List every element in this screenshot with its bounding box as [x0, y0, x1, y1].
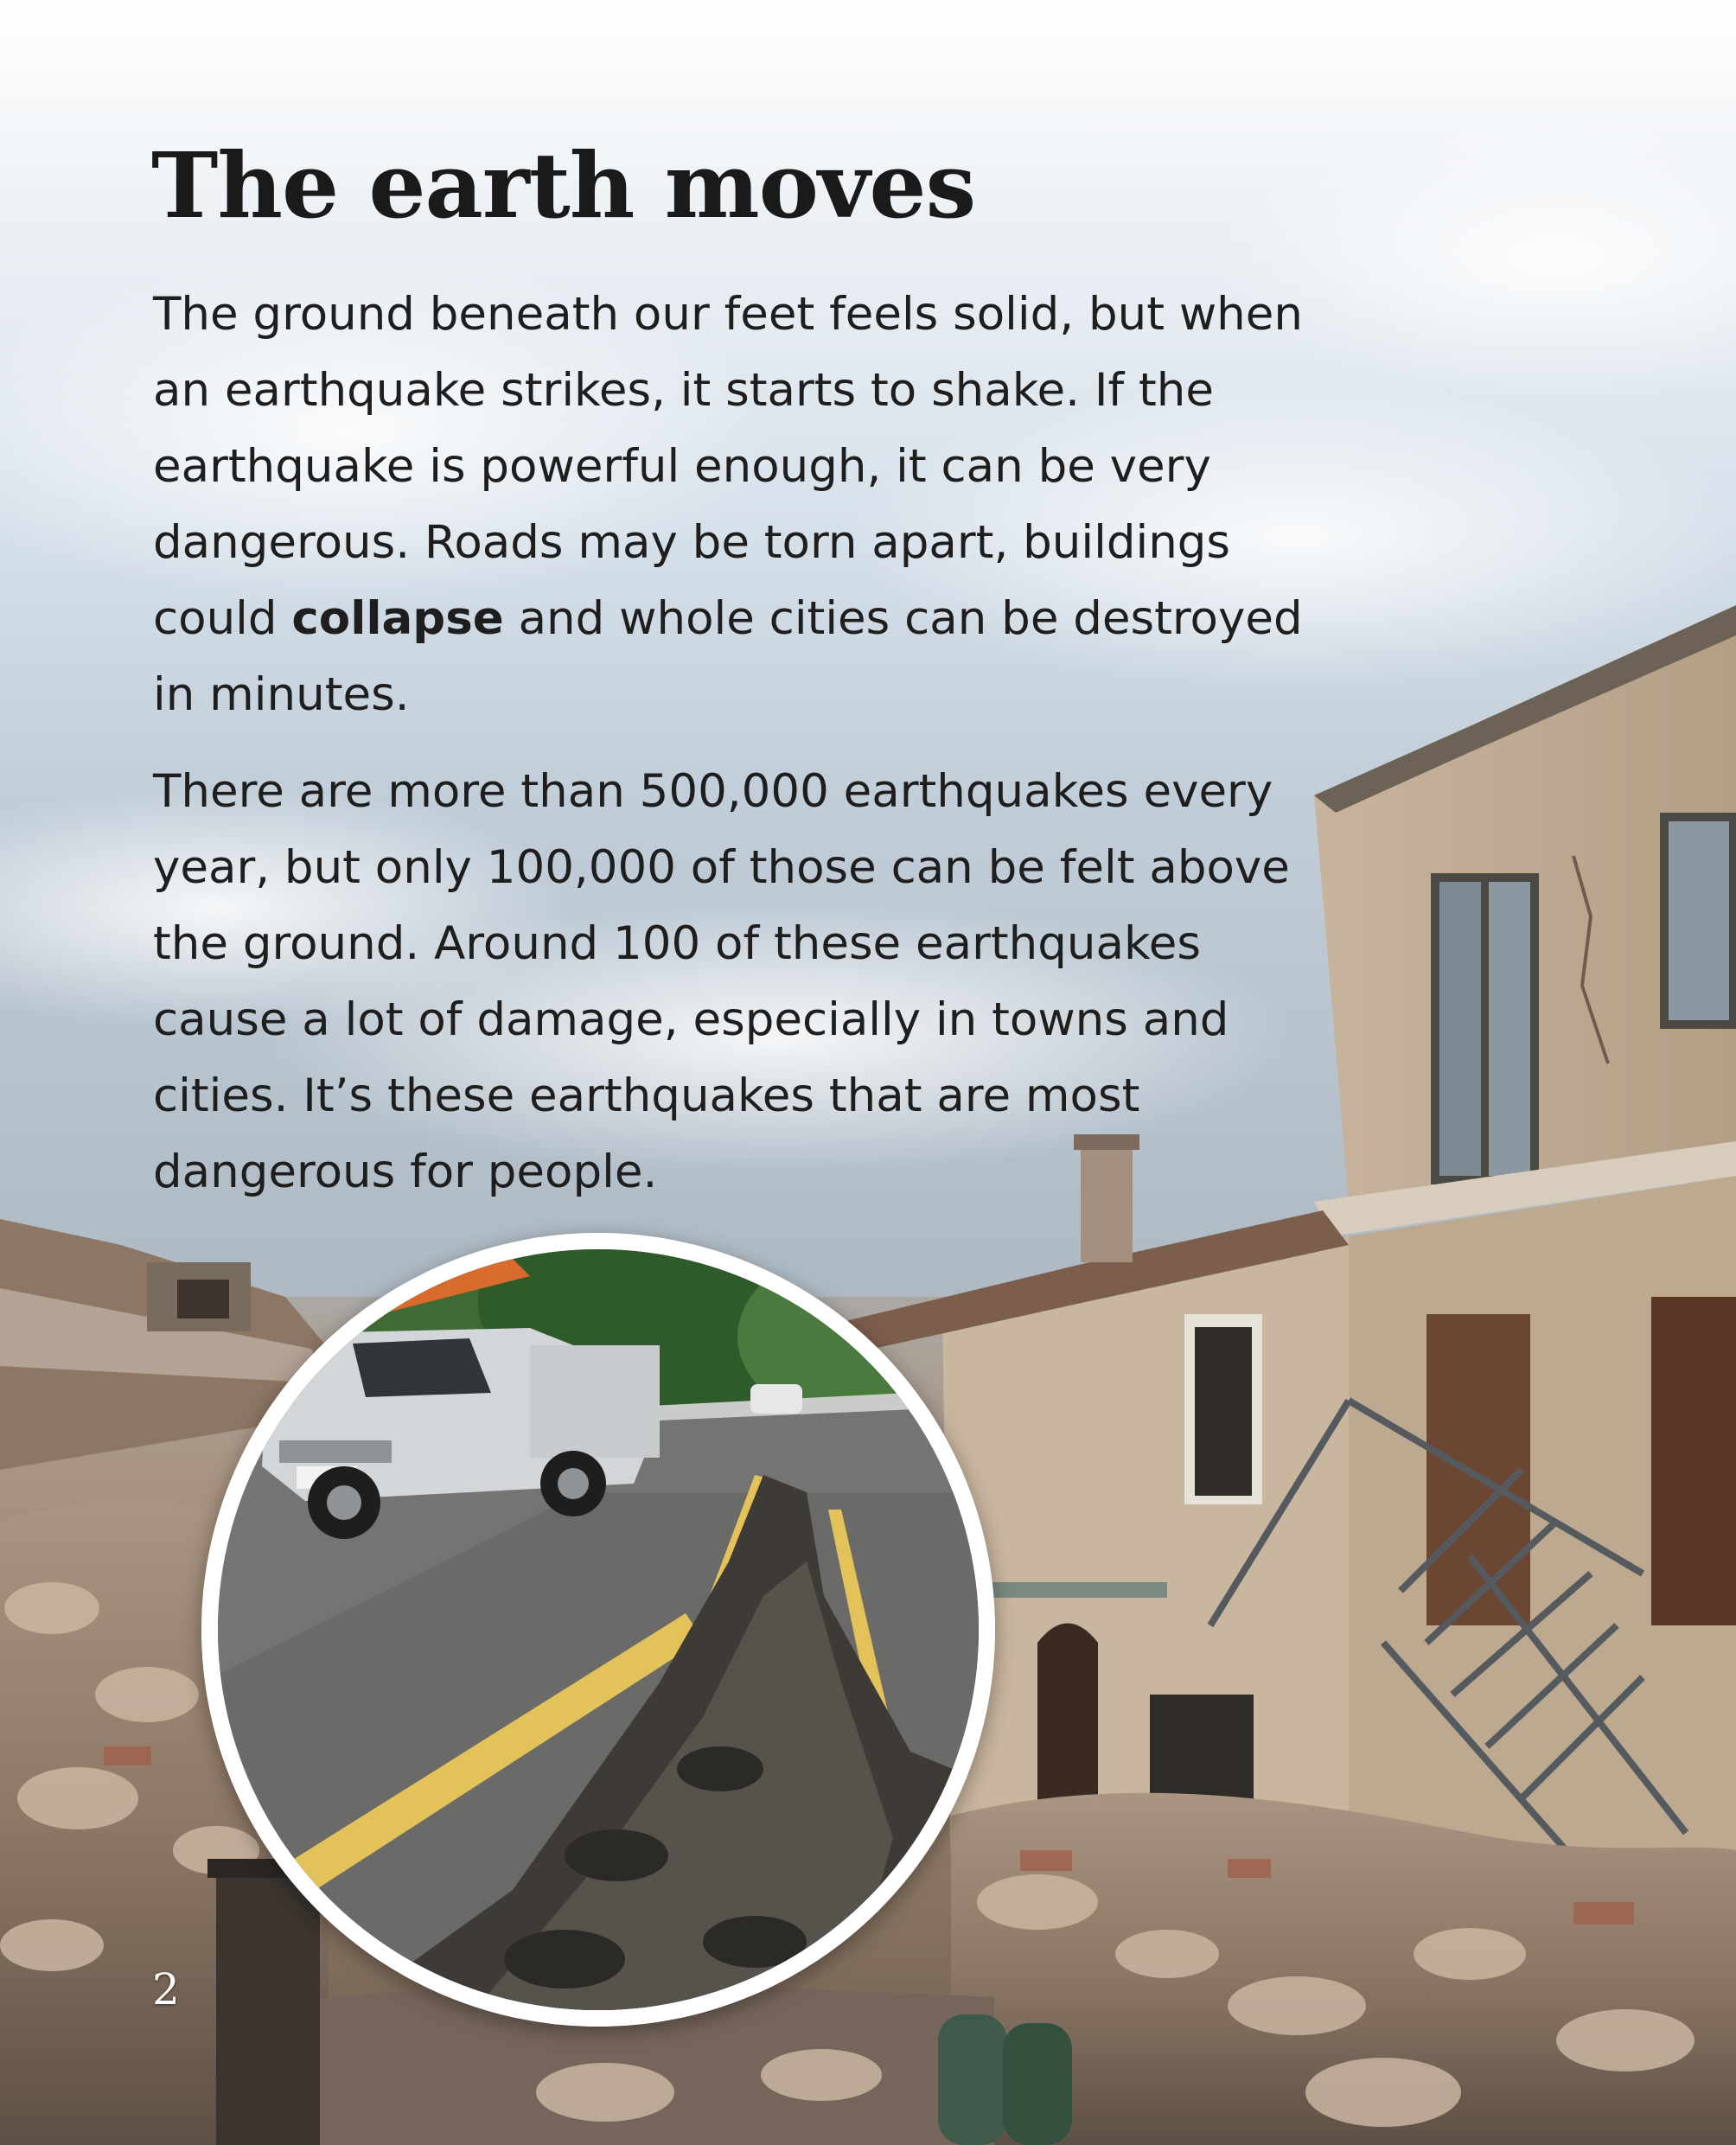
page-number: 2 [152, 1964, 180, 2014]
cracked-road-image [201, 1233, 995, 2027]
paragraph-1-start: The ground beneath our feet feels solid, but when an earthquake strikes, it starts to shake. If the earthquake is powerful enough, it can be very dangerous. Roads may be torn apart, buildings could [153, 288, 1303, 645]
paragraph-1-end: and whole cities can be destroyed in minutes. [153, 592, 1303, 721]
paragraph-1 [153, 277, 1303, 733]
keyword-collapse: collapse [291, 592, 504, 645]
page-title: The earth moves [151, 132, 976, 239]
inset-photo [201, 1233, 995, 2027]
paragraph-2: There are more than 500,000 earthquakes every year, but only 100,000 of those can be felt above the ground. Around 100 of these earthquakes cause a lot of damage, especially in towns and cities. It’s these earthquakes that are most dangerous for people. [153, 765, 1290, 1198]
body-text [153, 277, 1303, 1231]
